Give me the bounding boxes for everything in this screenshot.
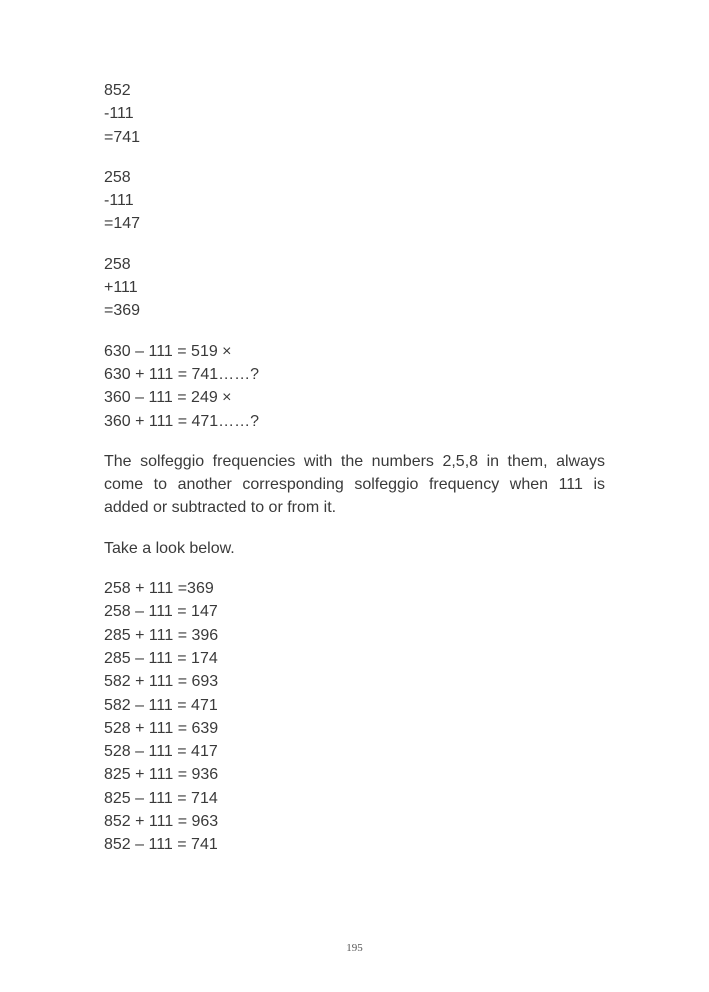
calc-line: =369 bbox=[104, 302, 141, 320]
calc-block-258-minus bbox=[104, 166, 605, 236]
calc-line: 360 + 111 = 471……? bbox=[104, 412, 260, 430]
equation-line: 285 + 111 = 396 bbox=[104, 626, 219, 644]
calc-line: -111 bbox=[104, 105, 134, 123]
equation-line: 825 + 111 = 936 bbox=[104, 766, 219, 784]
calc-line: -111 bbox=[104, 192, 134, 210]
calc-line: =741 bbox=[104, 128, 141, 146]
calc-line: 258 bbox=[104, 255, 131, 273]
calc-line: 258 bbox=[104, 168, 131, 186]
page-number: 195 bbox=[346, 942, 363, 954]
calc-line: =147 bbox=[104, 215, 141, 233]
page-content bbox=[104, 79, 605, 874]
equation-line: 825 – 111 = 714 bbox=[104, 789, 218, 807]
calc-block-852-minus bbox=[104, 79, 605, 149]
equation-line: 528 – 111 = 417 bbox=[104, 743, 218, 761]
calc-line: 630 – 111 = 519 × bbox=[104, 342, 232, 360]
body-paragraph: The solfeggio frequencies with the numbers 2,5,8 in them, always come to another corresponding solfeggio frequency when 111 is added or subtracted to or from it. bbox=[104, 452, 605, 517]
equation-list bbox=[104, 577, 605, 857]
equation-line: 582 + 111 = 693 bbox=[104, 673, 219, 691]
calc-line: +111 bbox=[104, 279, 138, 297]
equation-line: 528 + 111 = 639 bbox=[104, 719, 219, 737]
calc-block-258-plus bbox=[104, 253, 605, 323]
equation-line: 852 + 111 = 963 bbox=[104, 813, 219, 831]
calc-line: 360 – 111 = 249 × bbox=[104, 389, 232, 407]
equation-line: 852 – 111 = 741 bbox=[104, 836, 218, 854]
calc-line: 630 + 111 = 741……? bbox=[104, 365, 260, 383]
equation-line: 258 + 111 =369 bbox=[104, 580, 214, 598]
calc-block-630-360 bbox=[104, 340, 605, 433]
equation-line: 582 – 111 = 471 bbox=[104, 696, 218, 714]
calc-line: 852 bbox=[104, 82, 131, 99]
equation-line: 285 – 111 = 174 bbox=[104, 649, 218, 667]
equation-line: 258 – 111 = 147 bbox=[104, 603, 218, 621]
body-paragraph: Take a look below. bbox=[104, 539, 235, 557]
